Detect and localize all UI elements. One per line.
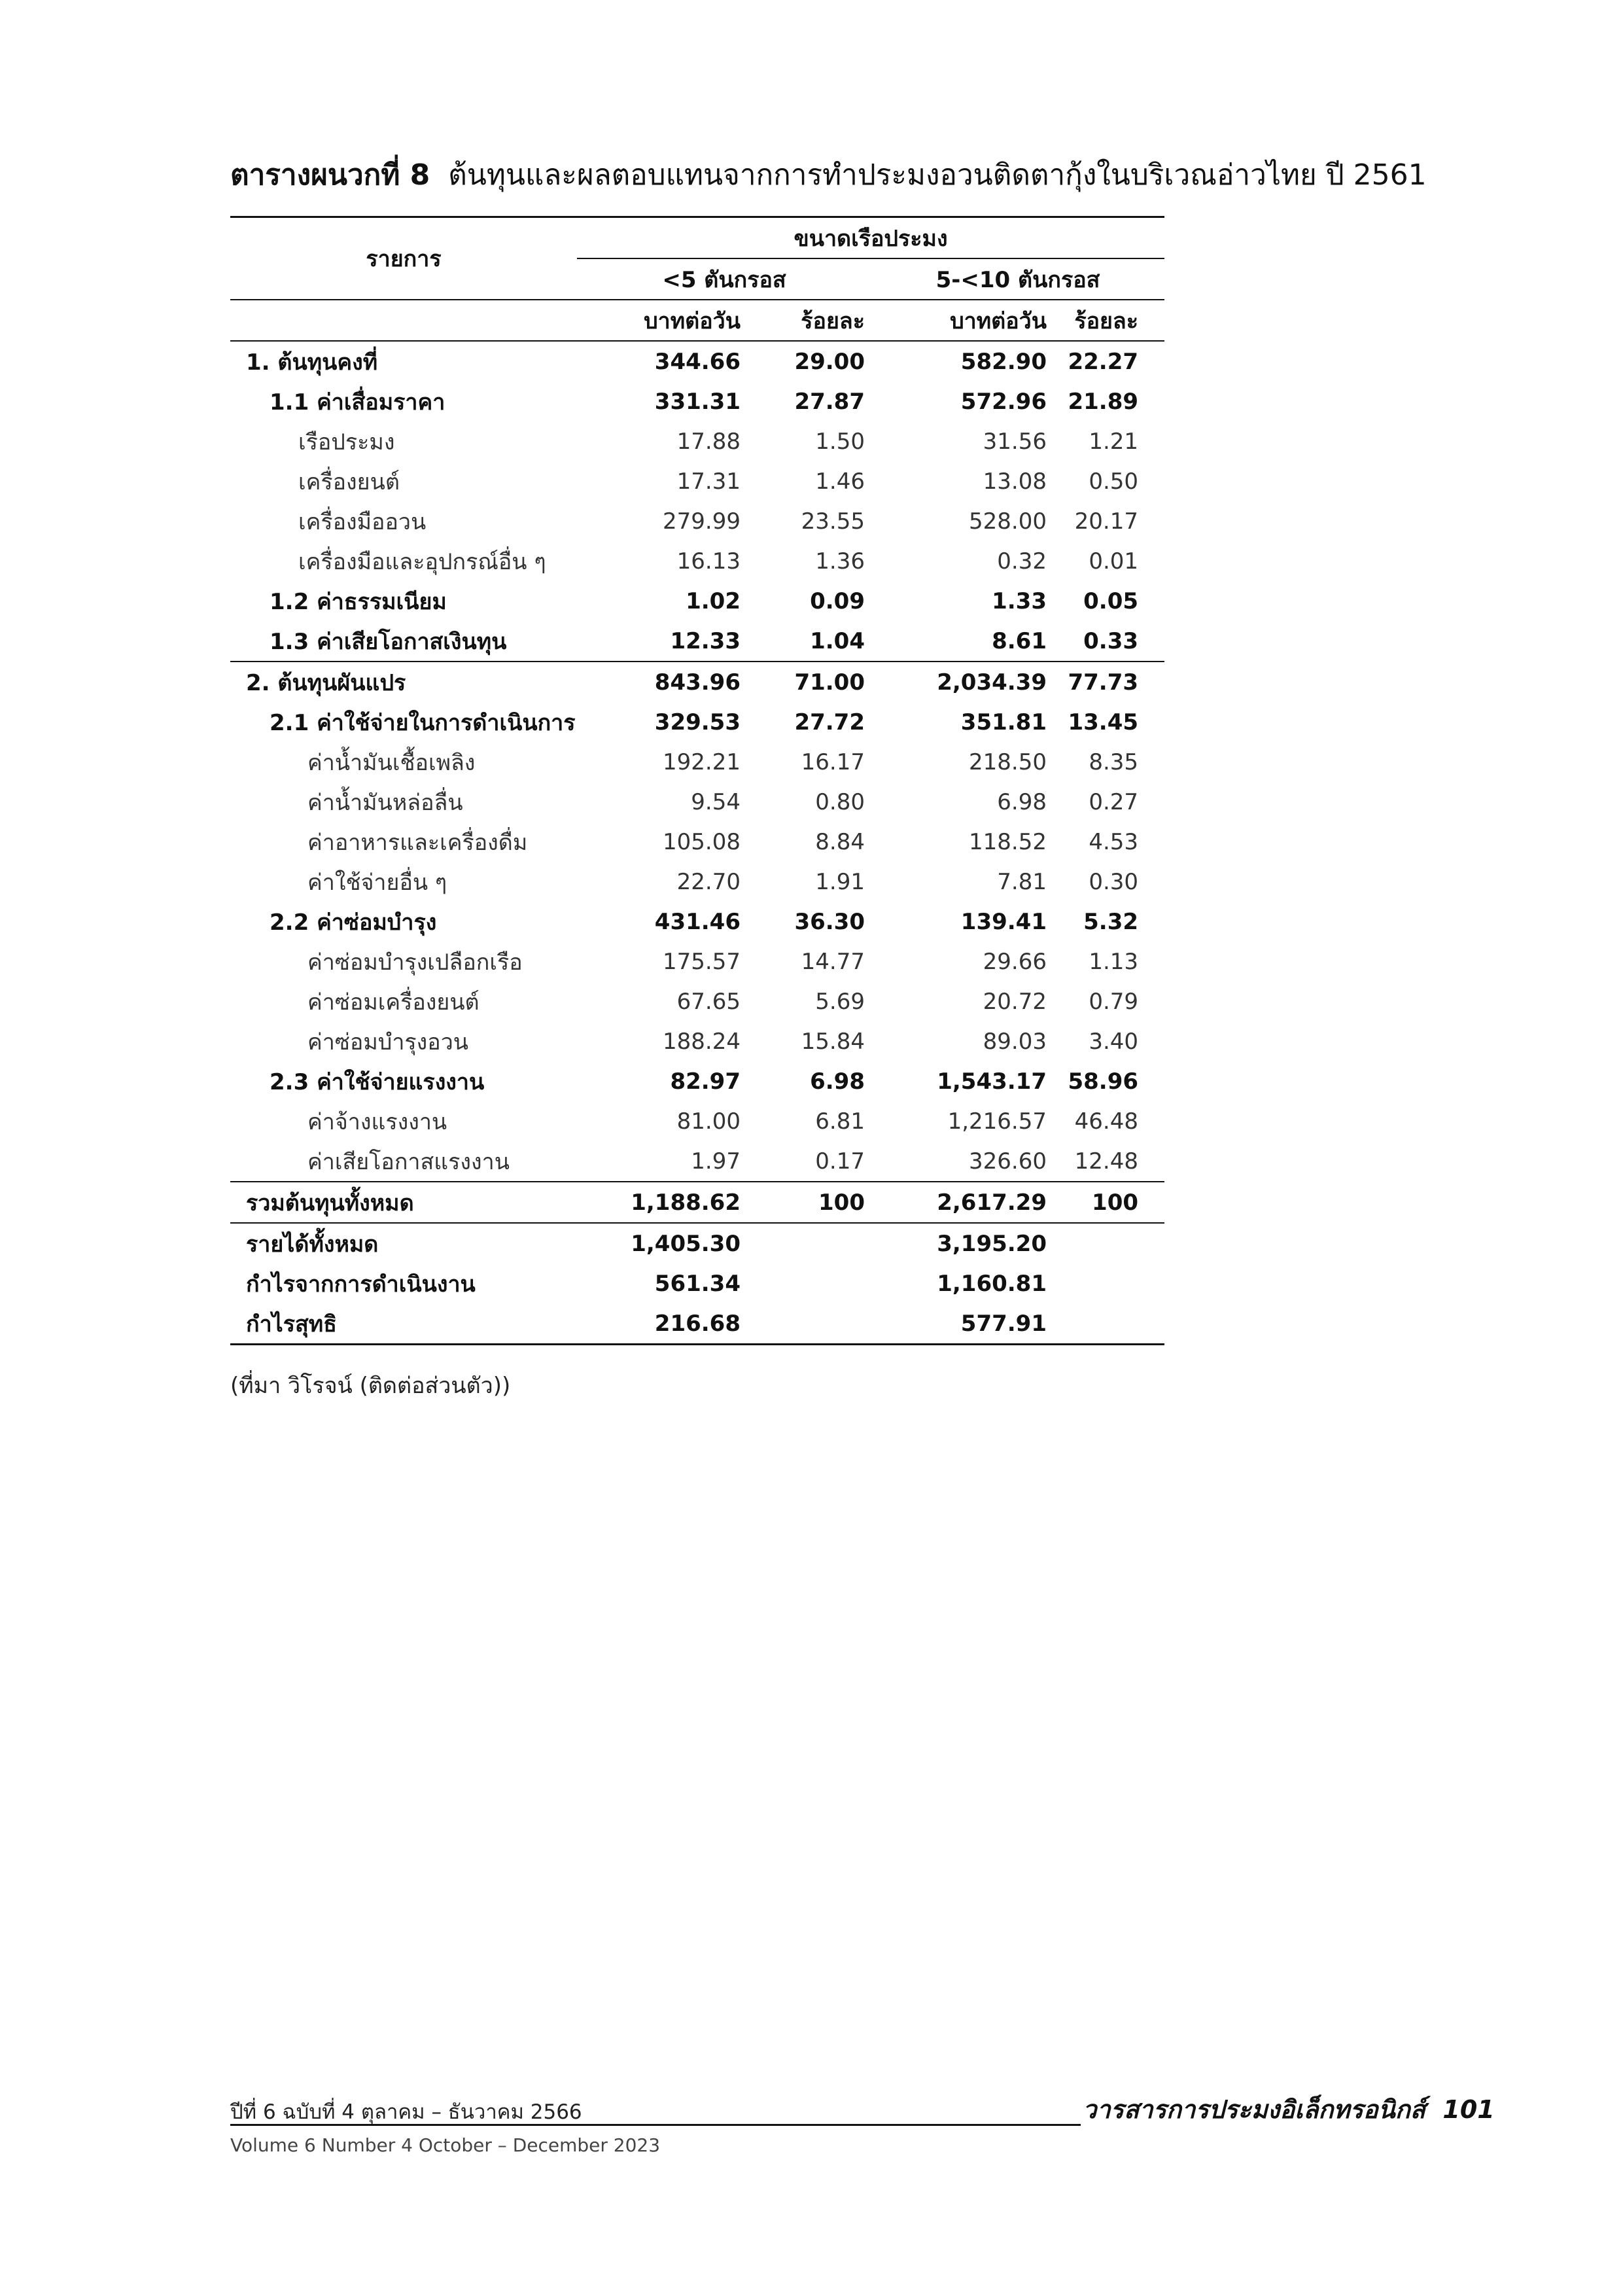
row-baht-medium: 326.60 [969,1148,1047,1174]
row-percent-small: 1.04 [810,627,865,654]
row-percent-medium: 12.48 [1074,1148,1139,1174]
table-row [230,341,1164,381]
row-baht-small: 1,405.30 [631,1230,741,1257]
row-label: ค่าน้ำมันหล่อลื่น [307,789,463,816]
footer-issue-english: Volume 6 Number 4 October – December 2023 [230,2134,661,2156]
row-percent-medium [1053,1223,1164,1263]
row-baht-medium: 139.41 [960,908,1047,935]
row-baht-medium: 1,543.17 [937,1068,1047,1095]
row-baht-small: 16.13 [676,548,741,574]
row-baht-medium: 13.08 [983,468,1047,495]
header-size-small: <5 ตันกรอส [577,258,871,300]
row-baht-medium: 3,195.20 [937,1230,1047,1257]
table-row [230,501,1164,541]
row-label: กำไรจากการดำเนินงาน [246,1271,476,1298]
table-row [230,942,1164,981]
row-label: กำไรสุทธิ [246,1311,337,1337]
row-percent-small: 1.46 [815,468,865,495]
row-baht-small: 67.65 [676,988,741,1015]
row-percent-medium: 1.13 [1089,948,1139,975]
row-percent-small: 0.17 [815,1148,865,1174]
row-percent-medium: 1.21 [1089,428,1139,455]
table-row [230,1303,1164,1345]
row-baht-medium: 1,216.57 [947,1108,1047,1135]
row-baht-medium: 351.81 [960,709,1047,735]
table-title: ต้นทุนและผลตอบแทนจากการทำประมงอวนติดตากุ้งในบริเวณอ่าวไทย ปี 2561 [448,158,1427,192]
row-baht-medium: 0.32 [997,548,1047,574]
row-percent-small: 1.91 [815,868,865,895]
row-baht-medium: 2,034.39 [937,669,1047,696]
row-baht-small: 431.46 [654,908,741,935]
table-row [230,421,1164,461]
table-row [230,461,1164,501]
row-percent-small: 6.81 [815,1108,865,1135]
row-percent-small: 71.00 [794,669,865,696]
row-percent-small: 0.80 [815,788,865,815]
row-label: ค่าใช้จ่ายอื่น ๆ [307,869,447,896]
header-per-day-2: บาทต่อวัน [950,308,1047,334]
page-number: 101 [1442,2095,1495,2124]
row-baht-medium: 528.00 [969,508,1047,535]
header-boat-size: ขนาดเรือประมง [577,217,1164,259]
row-baht-small: 9.54 [691,788,741,815]
row-baht-medium: 89.03 [983,1028,1047,1055]
row-percent-small [747,1223,871,1263]
row-baht-small: 12.33 [670,627,741,654]
header-size-medium: 5-<10 ตันกรอส [871,258,1164,300]
journal-name: วารสารการประมงอิเล็กทรอนิกส์ [1083,2095,1425,2124]
row-baht-medium: 572.96 [960,388,1047,415]
row-baht-medium: 6.98 [997,788,1047,815]
header-percent-1: ร้อยละ [801,308,865,334]
row-percent-small: 0.09 [810,588,865,614]
row-percent-medium: 13.45 [1068,709,1139,735]
row-baht-small: 1,188.62 [631,1189,741,1216]
table-row [230,621,1164,662]
row-percent-medium: 0.33 [1083,627,1139,654]
row-percent-small: 1.36 [815,548,865,574]
table-row [230,1021,1164,1061]
table-row [230,1061,1164,1101]
table-row [230,1141,1164,1182]
row-label: ค่าซ่อมบำรุงอวน [307,1029,469,1055]
row-baht-small: 175.57 [663,948,741,975]
row-percent-small: 5.69 [815,988,865,1015]
row-baht-small: 279.99 [663,508,741,535]
footer-rule [230,2124,1081,2126]
header-blank [230,300,577,341]
row-label: ค่าอาหารและเครื่องดื่ม [307,829,528,856]
header-percent-2: ร้อยละ [1074,308,1139,334]
row-label: ค่าซ่อมเครื่องยนต์ [307,989,480,1016]
header-per-day-1: บาทต่อวัน [644,308,741,334]
table-row [230,1101,1164,1141]
table-caption [230,152,1427,198]
row-baht-medium: 1.33 [992,588,1047,614]
table-number: ตารางผนวกที่ 8 [230,158,430,192]
row-baht-small: 331.31 [654,388,741,415]
row-percent-medium: 3.40 [1089,1028,1139,1055]
row-percent-small: 1.50 [815,428,865,455]
row-label: เครื่องยนต์ [298,468,400,495]
table-row [230,662,1164,702]
row-label: ค่าเสียโอกาสแรงงาน [307,1148,510,1175]
row-percent-small: 27.87 [794,388,865,415]
table-row [230,742,1164,782]
row-percent-small: 29.00 [794,348,865,375]
table-row [230,581,1164,621]
table-row [230,702,1164,742]
row-percent-medium [1053,1303,1164,1345]
table-row [230,782,1164,822]
row-baht-small: 105.08 [663,828,741,855]
row-label: ค่าซ่อมบำรุงเปลือกเรือ [307,949,523,976]
row-label: เรือประมง [298,429,395,455]
table-row [230,381,1164,421]
row-baht-medium: 31.56 [983,428,1047,455]
row-percent-small: 15.84 [801,1028,865,1055]
row-percent-medium: 0.01 [1089,548,1139,574]
row-percent-small: 14.77 [801,948,865,975]
row-label: 1.2 ค่าธรรมเนียม [270,588,447,615]
row-baht-medium: 118.52 [969,828,1047,855]
row-label: 2.1 ค่าใช้จ่ายในการดำเนินการ [270,709,576,736]
row-baht-medium: 582.90 [960,348,1047,375]
row-baht-medium: 577.91 [960,1310,1047,1337]
row-baht-small: 188.24 [663,1028,741,1055]
table-row [230,1263,1164,1303]
row-percent-small: 27.72 [794,709,865,735]
row-percent-medium: 8.35 [1089,749,1139,775]
row-baht-medium: 20.72 [983,988,1047,1015]
row-baht-small: 82.97 [670,1068,741,1095]
row-baht-small: 17.88 [676,428,741,455]
row-label: เครื่องมือและอุปกรณ์อื่น ๆ [298,548,546,575]
row-baht-small: 22.70 [676,868,741,895]
row-baht-small: 192.21 [663,749,741,775]
row-percent-medium: 100 [1092,1189,1139,1216]
row-percent-medium: 0.27 [1089,788,1139,815]
row-label: 1.3 ค่าเสียโอกาสเงินทุน [270,628,507,655]
row-label: 2. ต้นทุนผันแปร [246,669,406,696]
row-percent-small: 36.30 [794,908,865,935]
row-baht-medium: 8.61 [992,627,1047,654]
row-percent-medium: 21.89 [1068,388,1139,415]
footer-issue-thai: ปีที่ 6 ฉบับที่ 4 ตุลาคม – ธันวาคม 2566 [230,2100,582,2124]
row-percent-small: 8.84 [815,828,865,855]
row-percent-medium [1053,1263,1164,1303]
row-percent-small: 6.98 [810,1068,865,1095]
row-baht-small: 329.53 [654,709,741,735]
row-label: เครื่องมืออวน [298,508,427,535]
row-baht-small: 81.00 [676,1108,741,1135]
row-percent-medium: 4.53 [1089,828,1139,855]
row-percent-medium: 77.73 [1068,669,1139,696]
row-label: ค่าน้ำมันเชื้อเพลิง [307,749,476,776]
table-row [230,1182,1164,1223]
table-row [230,822,1164,862]
row-baht-medium: 1,160.81 [937,1270,1047,1297]
row-label: 1.1 ค่าเสื่อมราคา [270,389,445,415]
row-percent-small: 23.55 [801,508,865,535]
row-label: รายได้ทั้งหมด [246,1231,379,1258]
table-row [230,1223,1164,1263]
row-baht-medium: 2,617.29 [937,1189,1047,1216]
row-baht-small: 561.34 [654,1270,741,1297]
row-baht-small: 1.02 [686,588,741,614]
row-percent-medium: 0.30 [1089,868,1139,895]
row-percent-small: 100 [818,1189,865,1216]
row-percent-small [747,1303,871,1345]
row-baht-medium: 218.50 [969,749,1047,775]
row-label: 2.2 ค่าซ่อมบำรุง [270,909,437,936]
table-row [230,862,1164,902]
row-percent-medium: 46.48 [1074,1108,1139,1135]
row-percent-small: 16.17 [801,749,865,775]
row-label: ค่าจ้างแรงงาน [307,1108,447,1135]
row-baht-medium: 29.66 [983,948,1047,975]
row-label: 2.3 ค่าใช้จ่ายแรงงาน [270,1069,485,1095]
row-baht-small: 344.66 [654,348,741,375]
row-percent-medium: 58.96 [1068,1068,1139,1095]
row-baht-small: 216.68 [654,1310,741,1337]
row-percent-medium: 0.05 [1083,588,1139,614]
cost-return-table [230,216,1164,1345]
row-percent-small [747,1263,871,1303]
row-baht-small: 1.97 [691,1148,741,1174]
row-baht-small: 843.96 [654,669,741,696]
row-baht-small: 17.31 [676,468,741,495]
row-percent-medium: 0.79 [1089,988,1139,1015]
footer-journal [1083,2089,1495,2129]
row-percent-medium: 22.27 [1068,348,1139,375]
source-note: (ที่มา วิโรจน์ (ติดต่อส่วนตัว)) [230,1373,511,1399]
row-percent-medium: 0.50 [1089,468,1139,495]
row-percent-medium: 5.32 [1083,908,1139,935]
row-baht-medium: 7.81 [997,868,1047,895]
row-label: 1. ต้นทุนคงที่ [246,349,378,376]
table-row [230,902,1164,942]
row-label: รวมต้นทุนทั้งหมด [246,1190,414,1216]
table-row [230,541,1164,581]
table-body [230,341,1164,1345]
row-percent-medium: 20.17 [1074,508,1139,535]
table-row [230,981,1164,1021]
header-item: รายการ [366,246,442,272]
